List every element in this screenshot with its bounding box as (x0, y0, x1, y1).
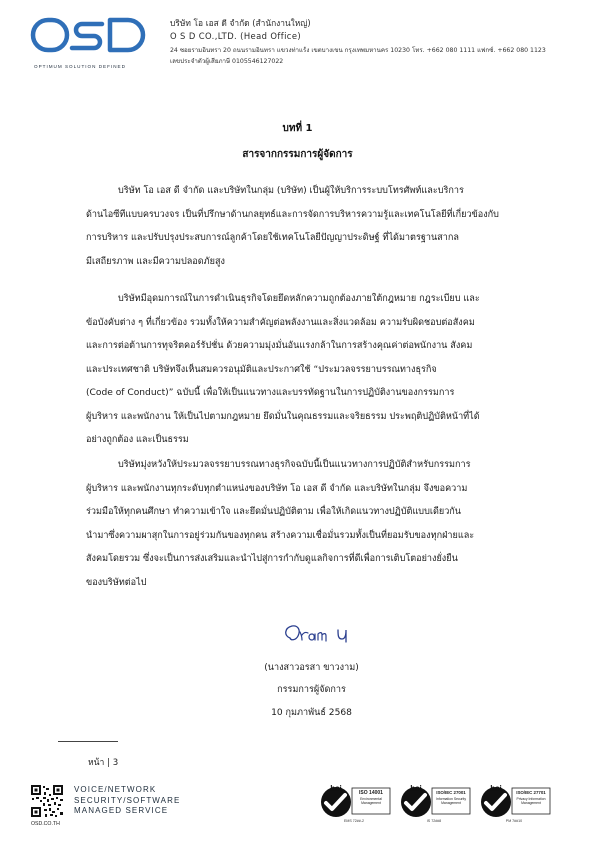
paragraph-line: ของบริษัทต่อไป (86, 577, 147, 588)
cert-code: EMS 72##-2 (344, 819, 364, 823)
company-address: 24 ซอยรามอินทรา 20 ถนนรามอินทรา แขวงท่าแร้ง เขตบางเขน กรุงเทพมหานคร 10230 โทร. +662 080 1111 แฟกซ์. +662 080 1123 (170, 47, 546, 54)
handwritten-signature (280, 622, 360, 654)
paragraph-line: บริษัท โอ เอส ดี จำกัด และบริษัทในกลุ่ม (บริษัท) เป็นผู้ให้บริการระบบโทรศัพท์และบริการ (118, 186, 464, 196)
paragraph-line: มีเสถียรภาพ และมีความปลอดภัยสูง (86, 256, 225, 267)
paragraph-line: ข้อบังคับต่าง ๆ ที่เกี่ยวข้อง รวมทั้งให้ความสำคัญต่อพลังงานและสิ่งแวดล้อม ความรับผิดชอบต่อสังคม (86, 317, 475, 328)
paragraph-line: การบริหาร และปรับปรุงประสบการณ์ลูกค้าโดยใช้เทคโนโลยีปัญญาประดิษฐ์ ที่ได้มาตรฐานสากล (86, 233, 459, 243)
svg-text:bsi: bsi (330, 784, 342, 793)
chapter-heading: บทที่ 1 (282, 123, 313, 134)
signer-name: (นางสาวอรสา ขาวงาม) (264, 663, 359, 673)
paragraph-line: ด้านไอซีทีแบบครบวงจร เป็นที่ปรึกษาด้านกลยุทธ์และการจัดการบริหารความรู้และเทคโนโลยีที่เกี่ยวข้องกับ (86, 209, 499, 220)
service-item: SECURITY/SOFTWARE (74, 795, 181, 805)
qr-code (30, 784, 64, 822)
paragraph-line: ร่วมมือให้ทุกคนศึกษา ทำความเข้าใจ และยึดมั่นปฏิบัติตาม เพื่อให้เกิดแนวทางปฏิบัติแบบเดียวกัน (86, 507, 462, 517)
paragraph-line: ผู้บริหาร และพนักงาน ให้เป็นไปตามกฎหมาย ยึดมั่นในคุณธรรมและจริยธรรม ประพฤติปฏิบัติหน้าที่ได้ (86, 411, 480, 422)
company-name-thai: บริษัท โอ เอส ดี จำกัด (สำนักงานใหญ่) (170, 18, 311, 28)
service-item: VOICE/NETWORK (74, 785, 157, 794)
paragraph-line: (Code of Conduct)” ฉบับนี้ เพื่อให้เป็นแนวทางและบรรทัดฐานในการปฏิบัติงานของกรรมการ (86, 388, 455, 398)
paragraph-line: บริษัทมุ่งหวังให้ประมวลจรรยาบรรณทางธุรกิจฉบับนี้เป็นแนวทางการปฏิบัติสำหรับกรรมการ (118, 460, 471, 470)
paragraph-line: และการต่อต้านการทุจริตคอร์รัปชั่น ด้วยความมุ่งมั่นอันแรงกล้าในการสร้างคุณค่าต่อพนักงาน สังคม (86, 341, 473, 351)
certification-mark-iso14001 (316, 776, 392, 824)
cert-description: Information Security Management (435, 797, 467, 805)
cert-description: Environmental Management (360, 797, 382, 805)
certification-mark-iso27701 (476, 776, 552, 824)
signature-date: 10 กุมภาพันธ์ 2568 (271, 708, 352, 718)
services-list (74, 785, 180, 817)
section-title: สารจากกรรมการผู้จัดการ (242, 149, 353, 160)
cert-standard: ISO/IEC 27701 (516, 790, 546, 795)
paragraph-line: นำมาซึ่งความผาสุกในการอยู่ร่วมกันของทุกคน สร้างความเชื่อมั่นรวมทั้งเป็นที่ยอมรับของทุกฝ่ายและ (86, 530, 475, 541)
cert-standard: ISO/IEC 27001 (436, 790, 466, 795)
paragraph-line: ผู้บริหาร และพนักงานทุกระดับทุกตำแหน่งของบริษัท โอ เอส ดี จำกัด และบริษัทในกลุ่ม จึงขอความ (86, 483, 468, 494)
certification-mark-iso27001 (396, 776, 472, 824)
paragraph-line: และประเทศชาติ บริษัทจึงเห็นสมควรอนุมัติและประกาศใช้ “ประมวลจรรยาบรรณทางธุรกิจ (86, 364, 437, 375)
paragraph-1 (86, 180, 514, 274)
cert-description: Privacy Information Management (516, 797, 546, 805)
company-tax-id: เลขประจำตัวผู้เสียภาษี 0105546127022 (170, 58, 284, 65)
svg-text:bsi: bsi (490, 784, 502, 793)
cert-code: IS 72##8 (426, 819, 442, 823)
cert-standard: ISO 14001 (359, 790, 383, 796)
paragraph-line: สังคมโดยรวม ซึ่งจะเป็นการส่งเสริมและนำไปสู่การกำกับดูแลกิจการที่ดีเพื่อการเติบโตอย่างยั่งยืน (86, 554, 458, 564)
service-item: MANAGED SERVICE (74, 806, 169, 816)
logo-tagline: OPTIMUM SOLUTION DEFINED (34, 64, 126, 69)
page-number: หน้า | 3 (88, 758, 119, 768)
company-name-english: O S D CO.,LTD. (Head Office) (170, 31, 302, 41)
signer-position: กรรมการผู้จัดการ (277, 685, 346, 695)
paragraph-2 (86, 288, 514, 453)
footer-divider (58, 741, 118, 742)
svg-text:bsi: bsi (410, 784, 422, 793)
website-caption: OSD.CO.TH (31, 821, 60, 827)
paragraph-line: อย่างถูกต้อง และเป็นธรรม (86, 435, 189, 445)
cert-code: PM 7##10 (505, 819, 523, 823)
company-logo (30, 14, 150, 76)
paragraph-3 (86, 454, 514, 595)
paragraph-line: บริษัทมีอุดมการณ์ในการดำเนินธุรกิจโดยยึดหลักความถูกต้องภายใต้กฎหมาย กฎระเบียบ และ (118, 294, 480, 304)
